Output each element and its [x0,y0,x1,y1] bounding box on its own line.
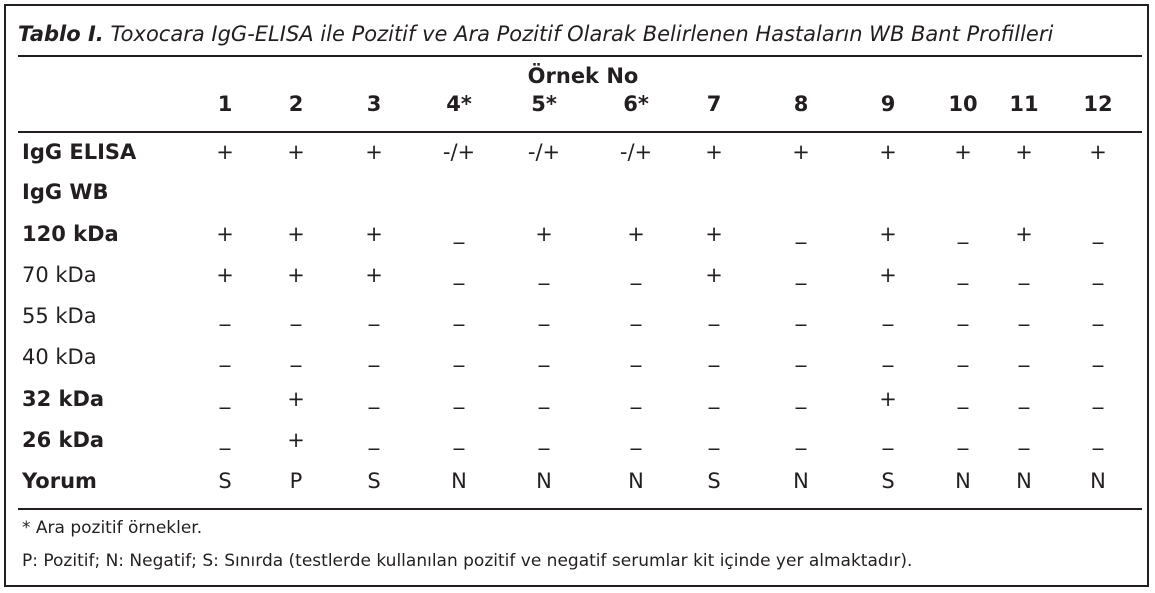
table-cell: _ [538,385,550,409]
table-cell: _ [1018,385,1030,409]
table-cell: _ [1092,426,1104,450]
column-header: 5* [531,92,557,116]
table-cell: + [879,263,897,287]
column-header: 10 [948,92,978,116]
table-cell: + [792,140,810,164]
table-cell: + [879,140,897,164]
table-cell: + [1089,140,1107,164]
table-cell: _ [219,426,231,450]
footnote-legend: P: Pozitif; N: Negatif; S: Sınırda (testlerde kullanılan pozitif ve negatif serumlar kit içinde yer almaktadır). [22,551,913,571]
table-cell: _ [795,385,807,409]
table-cell: _ [882,426,894,450]
bottom-rule [18,508,1142,510]
table-cell: N [1016,469,1032,493]
row-label: 26 kDa [22,428,105,452]
table-cell: S [218,469,232,493]
table-cell: _ [453,343,465,367]
column-header: 3 [366,92,382,116]
table-cell: _ [708,302,720,326]
table-cell: _ [882,302,894,326]
table-cell: S [367,469,381,493]
table-cell: + [365,222,383,246]
table-cell: _ [538,343,550,367]
table-cell: -/+ [619,140,653,164]
table-cell: _ [453,385,465,409]
table-cell: _ [1092,220,1104,244]
table-cell: _ [630,261,642,285]
table-cell: + [216,263,234,287]
caption-label: Tablo I. [18,22,104,46]
table-cell: + [954,140,972,164]
table-cell: _ [453,220,465,244]
row-label: Yorum [22,469,97,493]
table-cell: _ [957,261,969,285]
table-cell: + [365,263,383,287]
table-cell: _ [630,385,642,409]
table-cell: + [627,222,645,246]
row-label: 120 kDa [22,222,119,246]
table-cell: + [365,140,383,164]
table-cell: _ [1018,343,1030,367]
column-header: 9 [880,92,896,116]
table-cell: + [287,222,305,246]
column-header: 11 [1009,92,1039,116]
column-header: 7 [706,92,722,116]
table-cell: + [287,387,305,411]
column-header: 12 [1083,92,1113,116]
top-rule [18,55,1142,57]
table-cell: + [705,263,723,287]
table-cell: _ [795,302,807,326]
table-cell: _ [708,343,720,367]
table-cell: S [881,469,895,493]
row-label: IgG WB [22,180,109,204]
table-cell: _ [290,343,302,367]
table-cell: N [955,469,971,493]
table-cell: _ [219,385,231,409]
table-cell: _ [368,343,380,367]
table-cell: _ [1092,343,1104,367]
table-cell: _ [957,343,969,367]
table-cell: _ [1018,302,1030,326]
table-cell: _ [882,343,894,367]
table-cell: N [536,469,552,493]
table-cell: _ [708,385,720,409]
table-cell: + [535,222,553,246]
table-cell: _ [630,343,642,367]
table-cell: _ [957,220,969,244]
table-cell: _ [453,302,465,326]
table-cell: N [1090,469,1106,493]
table-cell: _ [957,385,969,409]
table-cell: + [1015,222,1033,246]
table-cell: N [451,469,467,493]
column-header: 1 [217,92,233,116]
table-cell: N [793,469,809,493]
table-caption [18,22,1138,46]
table-cell: _ [453,426,465,450]
table-cell: _ [795,343,807,367]
footnote-asterisk: * Ara pozitif örnekler. [22,518,203,538]
row-label: 40 kDa [22,345,97,369]
column-header: 2 [288,92,304,116]
row-label: IgG ELISA [22,140,137,164]
column-header: 8 [793,92,809,116]
table-cell: _ [1092,261,1104,285]
row-label: 55 kDa [22,304,97,328]
table-cell: -/+ [527,140,561,164]
table-cell: _ [795,220,807,244]
table-cell: _ [453,261,465,285]
table-cell: + [287,428,305,452]
table-cell: _ [219,343,231,367]
header-rule [18,131,1142,133]
column-header: 4* [446,92,472,116]
table-cell: _ [957,426,969,450]
table-cell: _ [1092,385,1104,409]
table-cell: P [289,469,303,493]
row-label: 32 kDa [22,387,105,411]
table-cell: + [287,140,305,164]
table-cell: _ [1092,302,1104,326]
table-cell: _ [1018,261,1030,285]
table-cell: _ [290,302,302,326]
row-label: 70 kDa [22,263,97,287]
table-cell: + [879,222,897,246]
table-cell: _ [708,426,720,450]
table-cell: + [287,263,305,287]
table-cell: S [707,469,721,493]
table-cell: + [879,387,897,411]
table-cell: _ [795,426,807,450]
table-cell: + [1015,140,1033,164]
table-cell: + [705,222,723,246]
table-cell: _ [368,302,380,326]
table-cell: _ [368,426,380,450]
table-cell: -/+ [442,140,476,164]
table-cell: _ [957,302,969,326]
table-cell: _ [219,302,231,326]
table-cell: _ [630,302,642,326]
column-header: 6* [623,92,649,116]
table-cell: _ [538,261,550,285]
table-cell: _ [630,426,642,450]
group-header: Örnek No [527,64,639,88]
table-cell: _ [1018,426,1030,450]
table-cell: _ [368,385,380,409]
table-cell: _ [538,302,550,326]
table-cell: N [628,469,644,493]
table-cell: _ [795,261,807,285]
table-cell: + [705,140,723,164]
table-document [4,4,1149,587]
caption-text: Toxocara IgG-ELISA ile Pozitif ve Ara Pozitif Olarak Belirlenen Hastaların WB Bant Profilleri [110,22,1054,46]
table-cell: + [216,140,234,164]
table-cell: + [216,222,234,246]
table-cell: _ [538,426,550,450]
